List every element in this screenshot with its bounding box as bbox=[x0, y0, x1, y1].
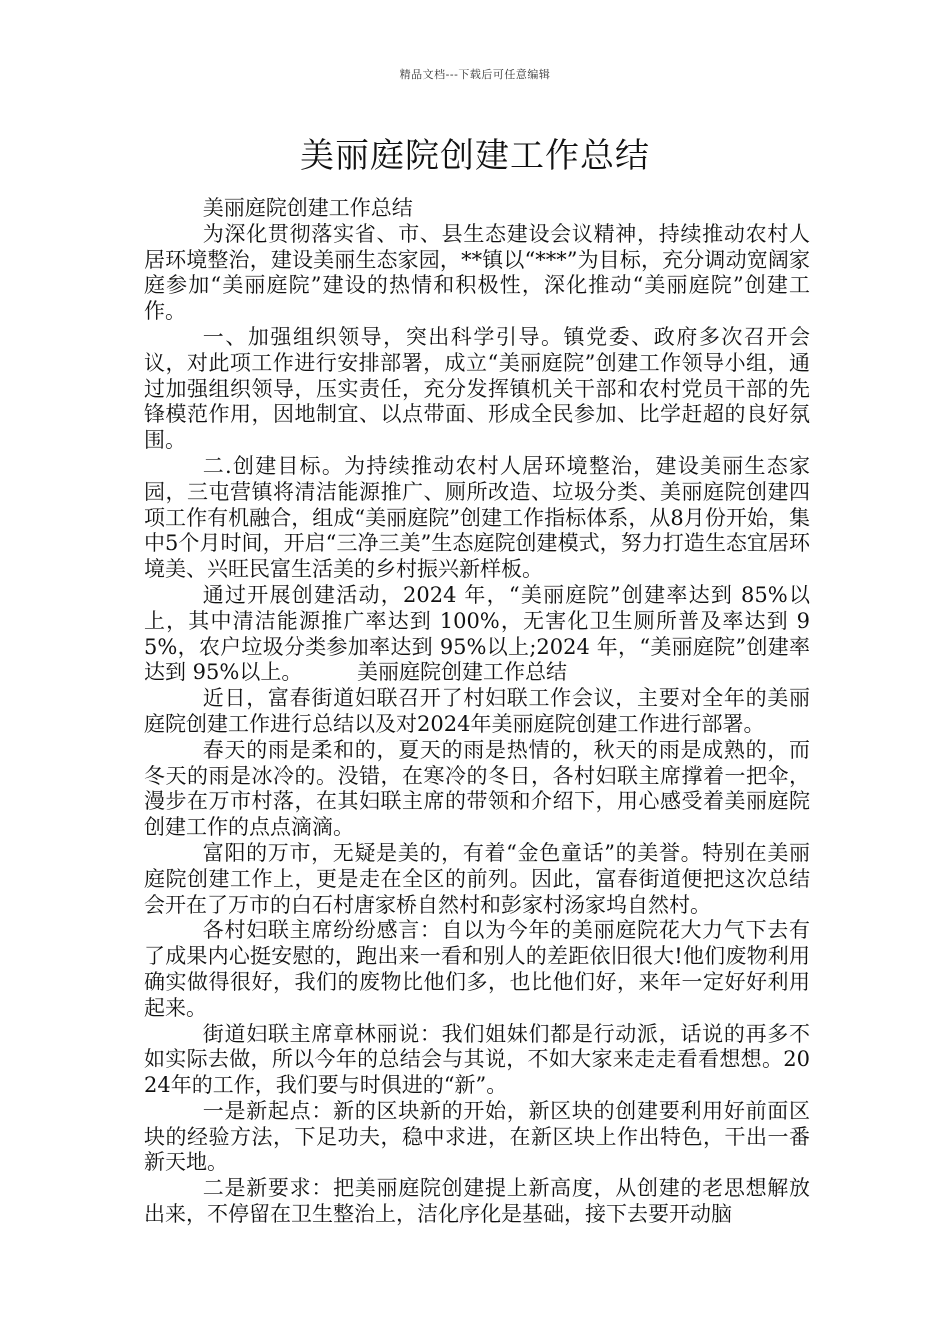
paragraph-point-two: 二是新要求：把美丽庭院创建提上新高度，从创建的老思想解放出来，不停留在卫生整治上，洁化序化是基础，接下去要开动脑 bbox=[144, 1176, 810, 1227]
paragraph-section-one: 一、加强组织领导，突出科学引导。镇党委、政府多次召开会议，对此项工作进行安排部署，成立“美丽庭院”创建工作领导小组，通过加强组织领导，压实责任，充分发挥镇机关干部和农村党员干部的先锋模范作用，因地制宜、以点带面、形成全民参加、比学赶超的良好氛围。 bbox=[144, 324, 810, 453]
document-body bbox=[144, 196, 810, 1228]
paragraph-feedback: 各村妇联主席纷纷感言：自以为今年的美丽庭院花大力气下去有了成果内心挺安慰的，跑出来一看和别人的差距依旧很大!他们废物利用确实做得很好，我们的废物比他们多，也比他们好，来年一定好好利用起来。 bbox=[144, 918, 810, 1020]
paragraph-wanshi: 富阳的万市，无疑是美的，有着“金色童话”的美誉。特别在美丽庭院创建工作上，更是走在全区的前列。因此，富春街道便把这次总结会开在了万市的白石村唐家桥自然村和彭家村汤家坞自然村。 bbox=[144, 840, 810, 917]
paragraph-rain: 春天的雨是柔和的，夏天的雨是热情的，秋天的雨是成熟的，而冬天的雨是冰冷的。没错，在寒冷的冬日，各村妇联主席撑着一把伞，漫步在万市村落，在其妇联主席的带领和介绍下，用心感受着美丽庭院创建工作的点点滴滴。 bbox=[144, 737, 810, 840]
paragraph-chairwoman: 街道妇联主席章林丽说：我们姐妹们都是行动派，话说的再多不如实际去做，所以今年的总结会与其说，不如大家来走走看看想想。2024年的工作，我们要与时俱进的“新”。 bbox=[144, 1021, 810, 1098]
document-title: 美丽庭院创建工作总结 bbox=[300, 136, 650, 176]
paragraph-point-one: 一是新起点：新的区块新的开始，新区块的创建要利用好前面区块的经验方法，下足功夫，稳中求进，在新区块上作出特色，干出一番新天地。 bbox=[144, 1098, 810, 1175]
paragraph-section-two: 二.创建目标。为持续推动农村人居环境整治，建设美丽生态家园，三屯营镇将清洁能源推广、厕所改造、垃圾分类、美丽庭院创建四项工作有机融合，组成“美丽庭院”创建工作指标体系，从8月份开始，集中5个月时间，开启“三净三美”生态庭院创建模式，努力打造生态宜居环境美、兴旺民富生活美的乡村振兴新样板。 bbox=[144, 453, 810, 582]
page-header-note: 精品文档---下载后可任意编辑 bbox=[399, 68, 551, 81]
paragraph-targets-text: 通过开展创建活动，2024 年，“美丽庭院”创建率达到 85%以上，其中清洁能源推广率达到 100%，无害化卫生厕所普及率达到 95%，农户垃圾分类参加率达到 95%以上;2024 年，“美丽庭院”创建率达到 95%以上。 bbox=[144, 582, 810, 685]
paragraph-recent-meeting: 近日，富春街道妇联召开了村妇联工作会议，主要对全年的美丽庭院创建工作进行总结以及对2024年美丽庭院创建工作进行部署。 bbox=[144, 686, 810, 736]
paragraph-targets bbox=[144, 583, 810, 686]
paragraph-intro: 为深化贯彻落实省、市、县生态建设会议精神，持续推动农村人居环境整治，建设美丽生态家园，**镇以“***”为目标，充分调动宽阔家庭参加“美丽庭院”建设的热情和积极性，深化推动“美丽庭院”创建工作。 bbox=[144, 221, 810, 324]
paragraph-subtitle: 美丽庭院创建工作总结 bbox=[202, 196, 413, 220]
inline-heading: 美丽庭院创建工作总结 bbox=[356, 660, 567, 685]
